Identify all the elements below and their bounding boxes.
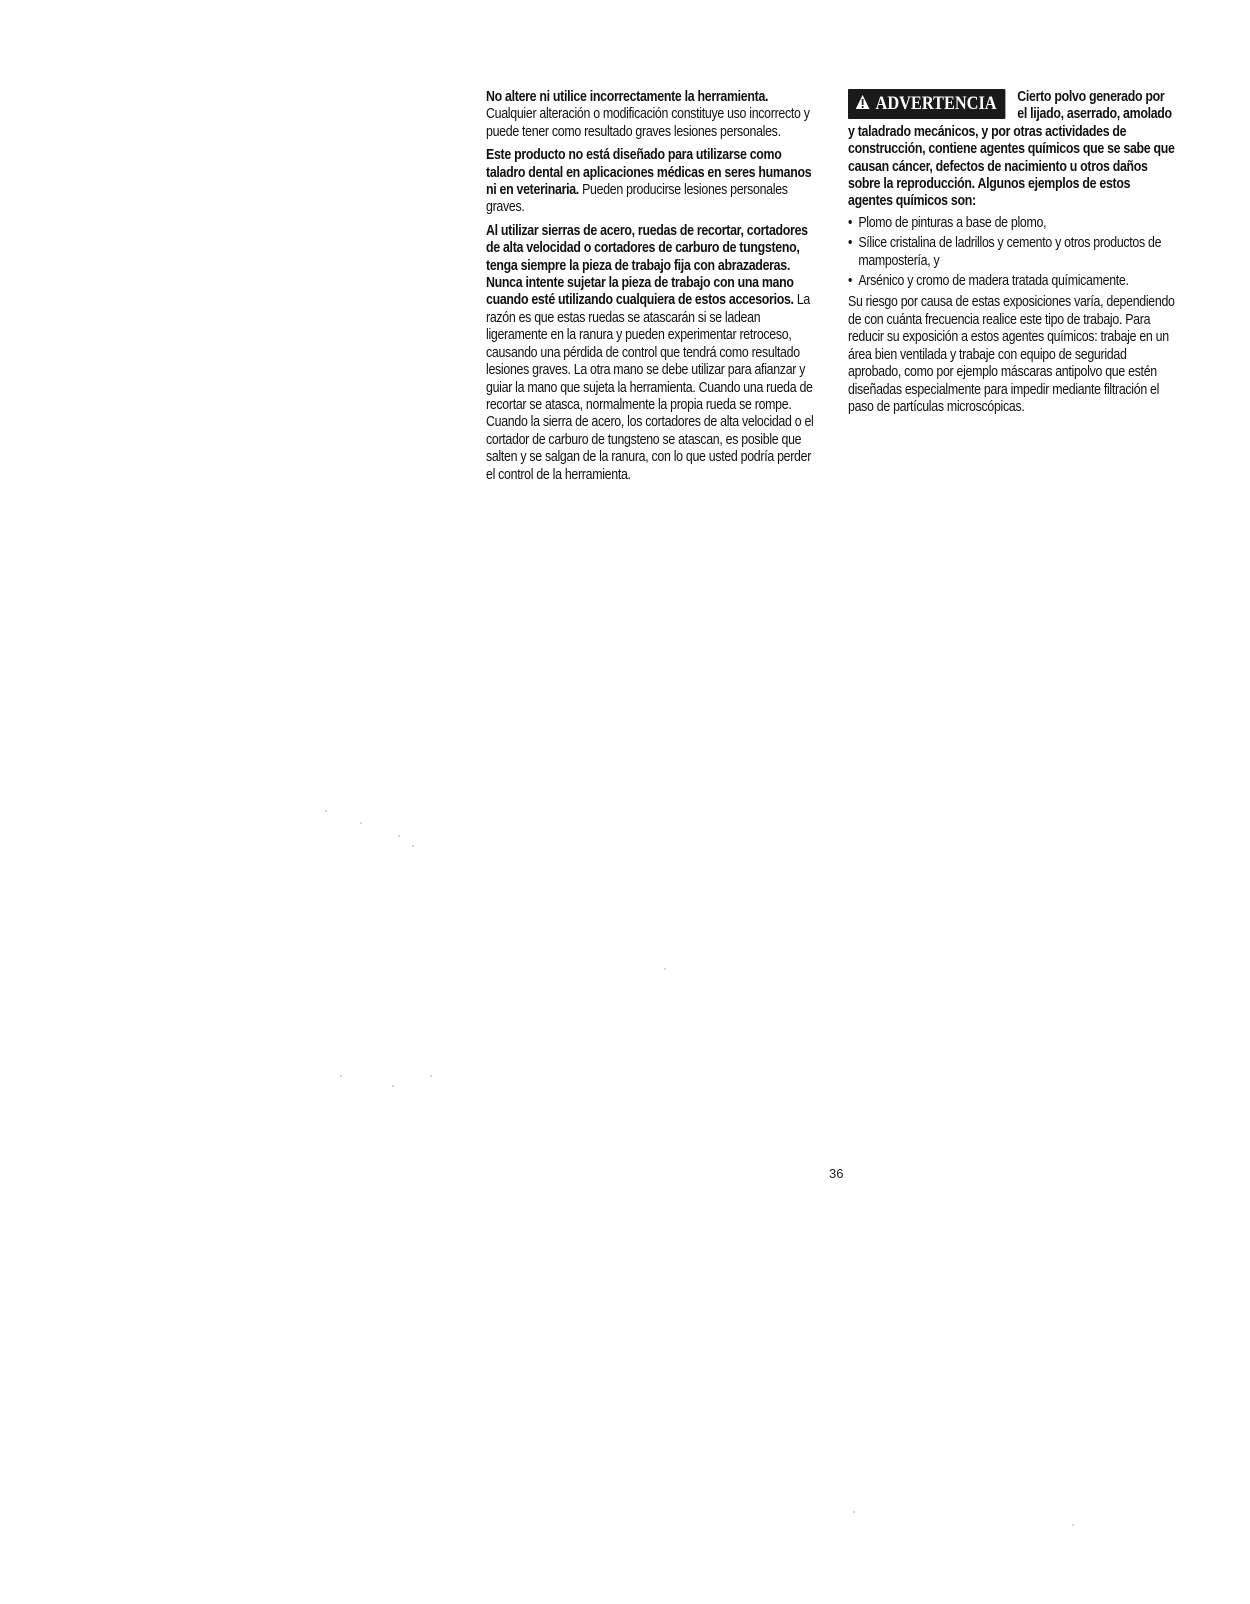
warning-paragraph xyxy=(848,89,1175,211)
warning-text: Cierto polvo generado por el lijado, aserrado, amolado y taladrado mecánicos, y por otras actividades de construcción, contiene agentes químicos que se sabe que causan cáncer, defectos de nacimiento u otros daños sobre la reproducción. Algunos ejemplos de estos agentes químicos son: xyxy=(848,89,1175,210)
list-item: • Sílice cristalina de ladrillos y cemento y otros productos de mampostería, y xyxy=(848,235,1175,270)
scan-speck xyxy=(853,1511,855,1513)
list-item: • Arsénico y cromo de madera tratada químicamente. xyxy=(848,273,1175,290)
scan-speck xyxy=(325,810,327,812)
warning-label: ADVERTENCIA xyxy=(875,93,997,115)
chemical-list xyxy=(848,215,1175,291)
list-item: • Plomo de pinturas a base de plomo, xyxy=(848,215,1175,232)
scan-speck xyxy=(412,845,414,847)
scan-speck xyxy=(392,1085,394,1087)
scan-speck xyxy=(1072,1524,1074,1526)
scan-speck xyxy=(340,1075,342,1077)
paragraph-body: Pueden producirse lesiones personales graves. xyxy=(486,182,788,216)
paragraph-bold-lead: Este producto no está diseñado para utilizarse como taladro dental en aplicaciones médicas en seres humanos ni en veterinaria. xyxy=(486,147,812,199)
paragraph-body: La razón es que estas ruedas se atascarán si se ladean ligeramente en la ranura y pueden experimentar retroceso, causando una pérdida de control que tendrá como resultado lesiones graves. La otra mano se debe utilizar para afianzar y guiar la mano que sujeta la herramienta. Cuando una rueda de recortar se atasca, normalmente la propia rueda se rompe. Cuando la sierra de acero, los cortadores de alta velocidad o el cortador de carburo de tungsteno se atascan, es posible que salten y se salgan de la ranura, con lo que usted podría perder el control de la herramienta. xyxy=(486,292,814,483)
paragraph-clamp-workpiece xyxy=(486,223,821,484)
warning-badge xyxy=(848,89,1005,119)
scan-speck xyxy=(664,968,666,970)
exposure-paragraph: Su riesgo por causa de estas exposiciones varía, dependiendo de con cuánta frecuencia realice este tipo de trabajo. Para reducir su exposición a estos agentes químicos: trabaje en un área bien ventilada y trabaje con equipo de seguridad aprobado, como por ejemplo máscaras antipolvo que estén diseñadas especialmente para impedir mediante filtración el paso de partículas microscópicas. xyxy=(848,294,1175,415)
paragraph-body: Cualquier alteración o modificación constituye uso incorrecto y puede tener como resultado graves lesiones personales. xyxy=(486,106,810,140)
scan-speck xyxy=(430,1075,432,1077)
paragraph-bold-lead: No altere ni utilice incorrectamente la herramienta. xyxy=(486,89,769,105)
page-number: 36 xyxy=(829,1166,844,1181)
paragraph-dental-use xyxy=(486,147,821,217)
right-column xyxy=(848,89,1175,422)
paragraph-tool-alteration xyxy=(486,89,821,141)
left-column xyxy=(486,89,821,490)
paragraph-bold-lead: Al utilizar sierras de acero, ruedas de recortar, cortadores de alta velocidad o cortadores de carburo de tungsteno, tenga siempre la pieza de trabajo fija con abrazaderas. Nunca intente sujetar la pieza de trabajo con una mano cuando esté utilizando cualquiera de estos accesorios. xyxy=(486,222,808,309)
warning-triangle-icon xyxy=(855,94,870,113)
scan-speck xyxy=(360,822,362,824)
scan-speck xyxy=(398,835,400,837)
